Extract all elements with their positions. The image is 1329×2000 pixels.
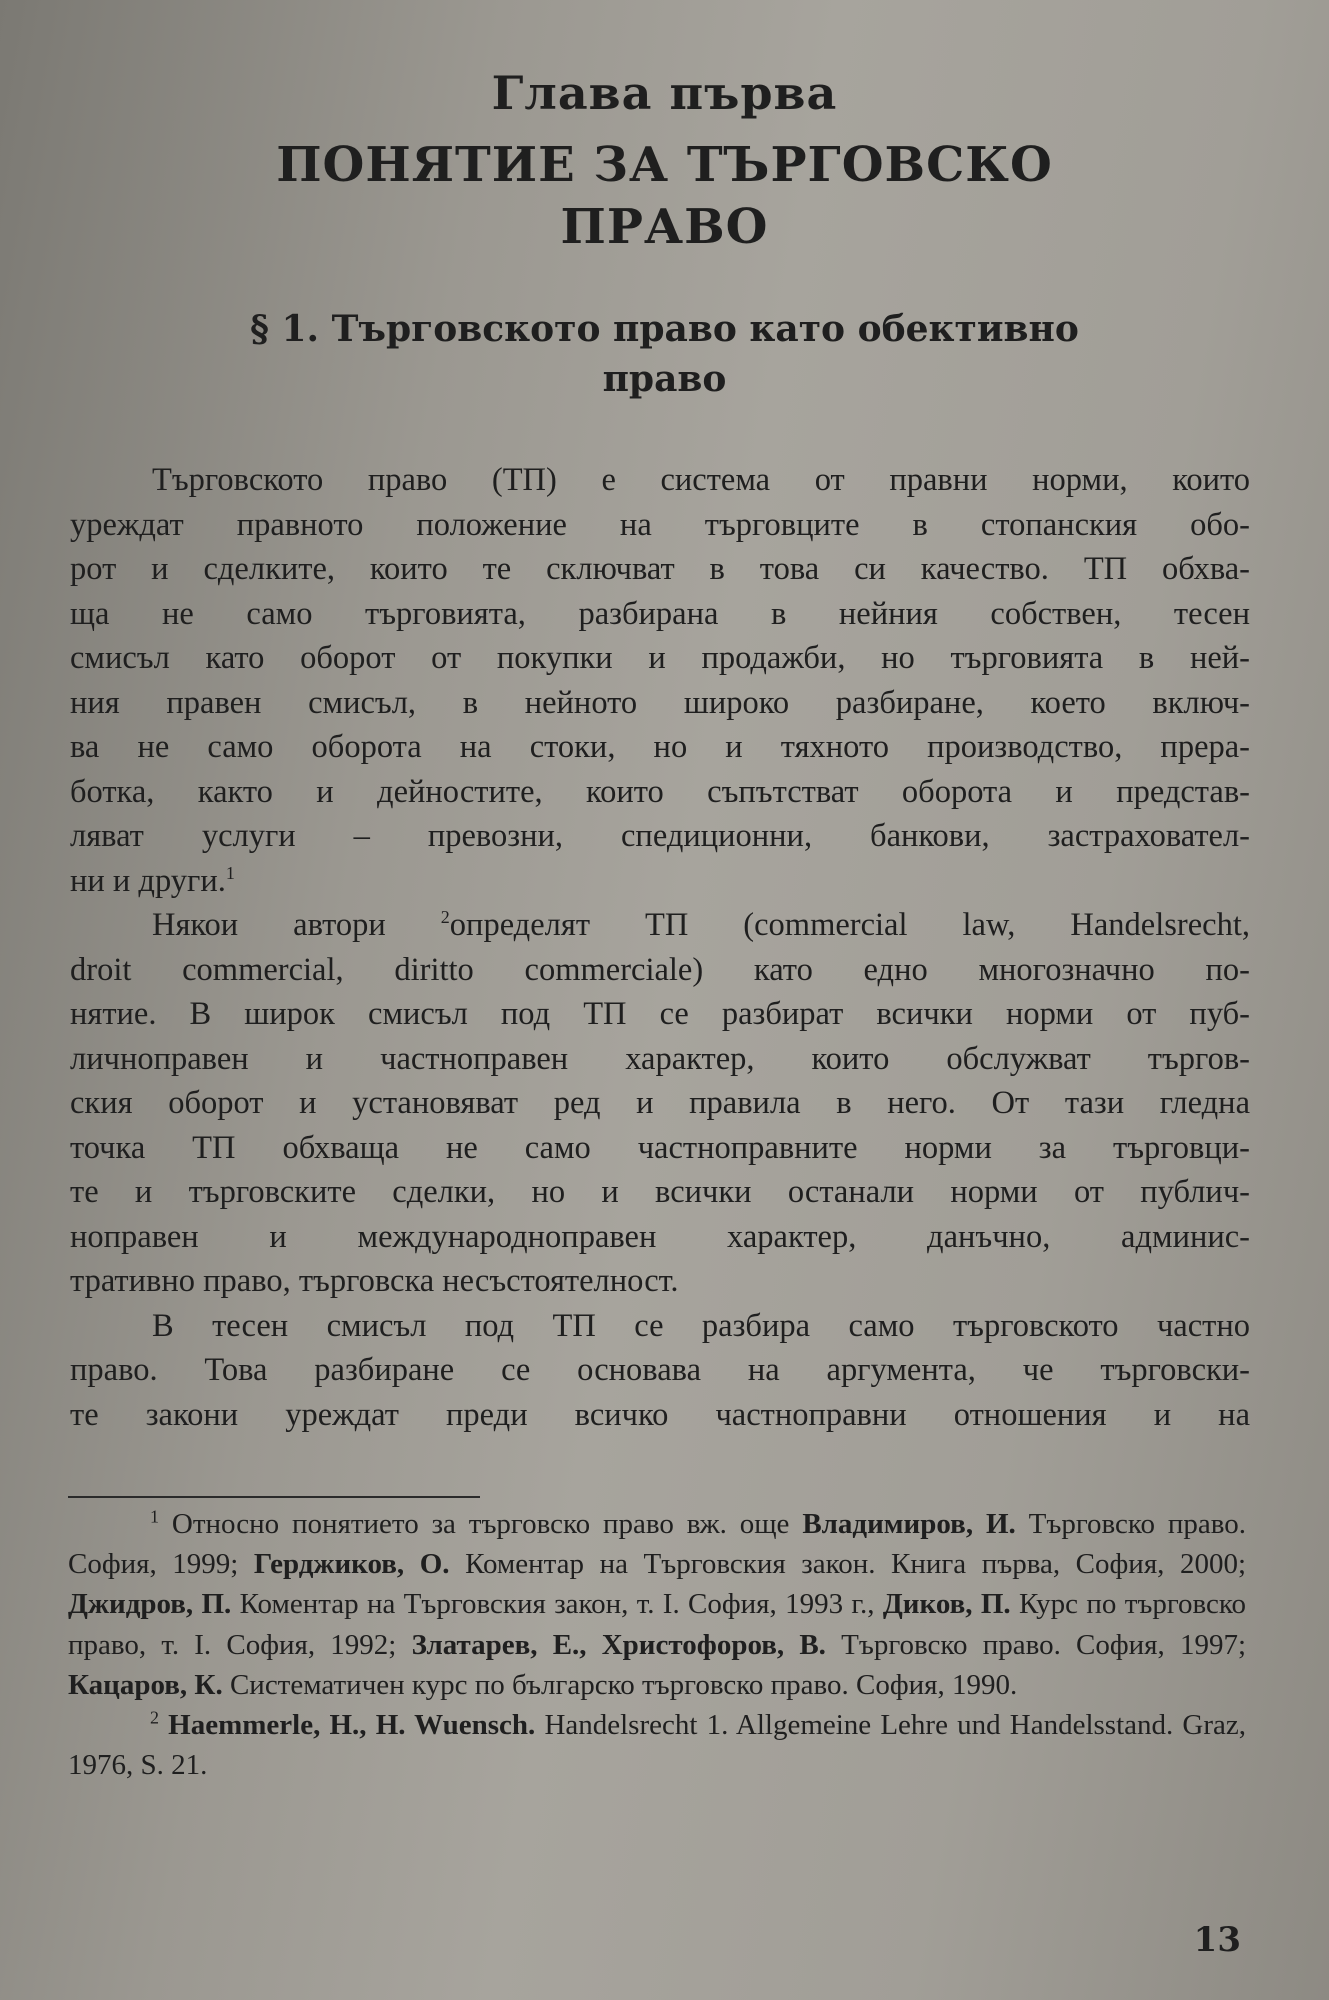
chapter-label: Глава първа bbox=[491, 66, 838, 120]
body-line bbox=[70, 859, 1250, 904]
body-line: те и търговските сделки, но и всички останали норми от публич- bbox=[70, 1174, 1250, 1210]
footnote-text: Търговско право. София, 1999; bbox=[68, 1508, 1247, 1581]
body-line: рот и сделките, които те сключват в това си качество. ТП обхва- bbox=[70, 551, 1250, 587]
chapter-title bbox=[0, 134, 1329, 258]
footnote-1 bbox=[68, 1504, 1246, 1705]
footnote-number: 1 bbox=[150, 1506, 159, 1527]
body-line: тративно право, търговска несъстоятелност. bbox=[70, 1263, 679, 1299]
footnote-text: Коментар на Търговския закон, т. I. София, 1993 г., bbox=[239, 1588, 875, 1621]
body-line: ва не само оборота на стоки, но и тяхното производство, прера- bbox=[70, 729, 1250, 765]
body-line: В тесен смисъл под ТП се разбира само търговското частно bbox=[152, 1307, 1250, 1344]
body-line: ския оборот и установяват ред и правила в него. От тази гледна bbox=[70, 1085, 1250, 1121]
body-line: ботка, както и дейностите, които съпътстват оборота и представ- bbox=[70, 773, 1250, 810]
body-line: Търговското право (ТП) е система от правни норми, които bbox=[152, 462, 1250, 498]
footnote-number: 2 bbox=[150, 1707, 159, 1728]
footnote-text: Handelsrecht 1. Allgemeine Lehre und Handelsstand. Graz, 1976, S. 21. bbox=[68, 1709, 1246, 1782]
footnote-ref-2[interactable]: 2 bbox=[440, 907, 450, 928]
body-line: ноправен и международноправен характер, данъчно, админис- bbox=[70, 1218, 1250, 1255]
footnote-2 bbox=[68, 1705, 1246, 1785]
footnote-text: Търговско право. София, 1997; bbox=[841, 1628, 1247, 1661]
footnote-text: Курс по търговско право, т. I. София, 1992; bbox=[68, 1588, 1247, 1661]
body-line: смисъл като оборот от покупки и продажби, но търговията в ней- bbox=[70, 640, 1250, 676]
body-line-text: определят ТП (commercial law, Handelsrecht, bbox=[449, 907, 1250, 943]
body-text bbox=[70, 458, 1250, 1437]
footnote-author: Златарев, Е., Христофоров, В. bbox=[411, 1628, 826, 1661]
body-line bbox=[70, 903, 1250, 948]
body-line-text: Някои автори bbox=[152, 907, 386, 943]
footnote-author: Haemmerle, H., H. Wuensch. bbox=[168, 1709, 536, 1742]
body-line: ляват услуги – превозни, спедиционни, банкови, застраховател- bbox=[70, 818, 1250, 854]
footnote-author: Кацаров, К. bbox=[68, 1668, 223, 1701]
body-line: нятие. В широк смисъл под ТП се разбират всички норми от пуб- bbox=[70, 996, 1250, 1032]
body-line-text: ни и други. bbox=[70, 862, 226, 899]
section-heading-line-1: § 1. Търговското право като обективно bbox=[250, 308, 1079, 350]
footnote-divider bbox=[68, 1496, 480, 1498]
body-line: уреждат правното положение на търговците в стопанския обо- bbox=[70, 506, 1250, 543]
footnote-author: Герджиков, О. bbox=[253, 1548, 450, 1581]
body-line: ща не само търговията, разбирана в нейния собствен, тесен bbox=[70, 595, 1250, 632]
chapter-title-line-2: ПРАВО bbox=[560, 199, 769, 255]
body-line: точка ТП обхваща не само частноправните норми за търговци- bbox=[70, 1129, 1250, 1166]
body-line: право. Това разбиране се основава на аргумента, че търговски- bbox=[70, 1352, 1250, 1388]
footnote-text: Коментар на Търговския закон. Книга първа, София, 2000; bbox=[465, 1548, 1247, 1581]
footnote-author: Владимиров, И. bbox=[802, 1508, 1016, 1540]
body-line: ния правен смисъл, в нейното широко разбиране, което включ- bbox=[70, 684, 1250, 721]
footnote-ref-1[interactable]: 1 bbox=[225, 862, 235, 883]
body-line: droit commercial, diritto commerciale) като едно многозначно по- bbox=[70, 951, 1250, 988]
body-line: те закони уреждат преди всичко частноправни отношения и на bbox=[70, 1396, 1250, 1433]
body-line: личноправен и частноправен характер, които обслужват търгов- bbox=[70, 1040, 1250, 1077]
page-number: 13 bbox=[1193, 1920, 1241, 1960]
footnote-author: Диков, П. bbox=[882, 1588, 1011, 1621]
section-heading-line-2: право bbox=[602, 358, 727, 400]
chapter-title-line-1: ПОНЯТИЕ ЗА ТЪРГОВСКО bbox=[276, 137, 1053, 193]
footnote-author: Джидров, П. bbox=[68, 1588, 232, 1621]
footnote-text: Систематичен курс по българско търговско право. София, 1990. bbox=[229, 1668, 1018, 1701]
footnotes bbox=[68, 1504, 1246, 1785]
footnote-text: Относно понятието за търговско право вж. още bbox=[171, 1508, 790, 1540]
section-heading bbox=[0, 304, 1329, 404]
